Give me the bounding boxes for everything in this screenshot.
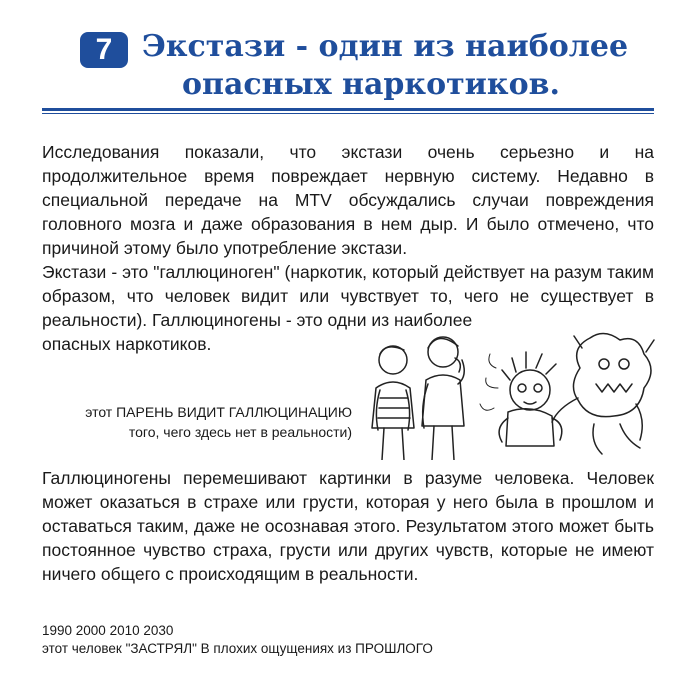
paragraph-hallucinogen-end: опасных наркотиков. bbox=[42, 334, 212, 354]
paragraph-hallucinogen-effects: Галлюциногены перемешивают картинки в разуме человека. Человек может оказаться в страхе или грусти, которая у него была в прошлом и оставаться таким, даже не осознавая этого. Результатом этого может быть постоянное чувство страха, грусти или других чувств, которые не имеют ничего общего с происходящим в реальности. bbox=[42, 468, 654, 584]
title-divider-thin bbox=[42, 113, 654, 114]
boy-figure-left bbox=[372, 346, 414, 460]
footer-years: 1990 2000 2010 2030 bbox=[42, 623, 174, 638]
footer-note: этот человек "ЗАСТРЯЛ" В плохих ощущениях из ПРОШЛОГО bbox=[42, 641, 433, 656]
page-title bbox=[142, 28, 662, 104]
illustration-caption-line2: того, чего здесь нет в реальности) bbox=[128, 424, 352, 440]
paragraph-hallucinogen-text: Экстази - это "галлюциноген" (наркотик, который действует на разум таким образом, что человек видит или чувствует то, чего не существует в реальности). Галлюциногены - это одни из наиболее bbox=[42, 262, 654, 330]
title-line-2: опасных наркотиков. bbox=[182, 67, 560, 102]
hallucination-illustration bbox=[358, 328, 658, 460]
hallucinating-boy bbox=[480, 352, 562, 446]
section-number-badge: 7 bbox=[80, 32, 128, 68]
title-line-1: Экстази - один из наиболее bbox=[142, 29, 629, 64]
boy-figure-middle bbox=[422, 337, 464, 460]
monster-hallucination bbox=[552, 333, 654, 454]
illustration-caption-line1: этот ПАРЕНЬ ВИДИТ ГАЛЛЮЦИНАЦИЮ bbox=[85, 404, 352, 420]
title-divider-thick bbox=[42, 108, 654, 111]
paragraph-ecstasy-damage: Исследования показали, что экстази очень серьезно и на продолжительное время повреждает нервную систему. Недавно в специальной передаче на MTV обсуждались случаи повреждения головного мозга и даже образования в нем дыр. И было отмечено, что причиной этому было употребление экстази. bbox=[42, 142, 654, 258]
